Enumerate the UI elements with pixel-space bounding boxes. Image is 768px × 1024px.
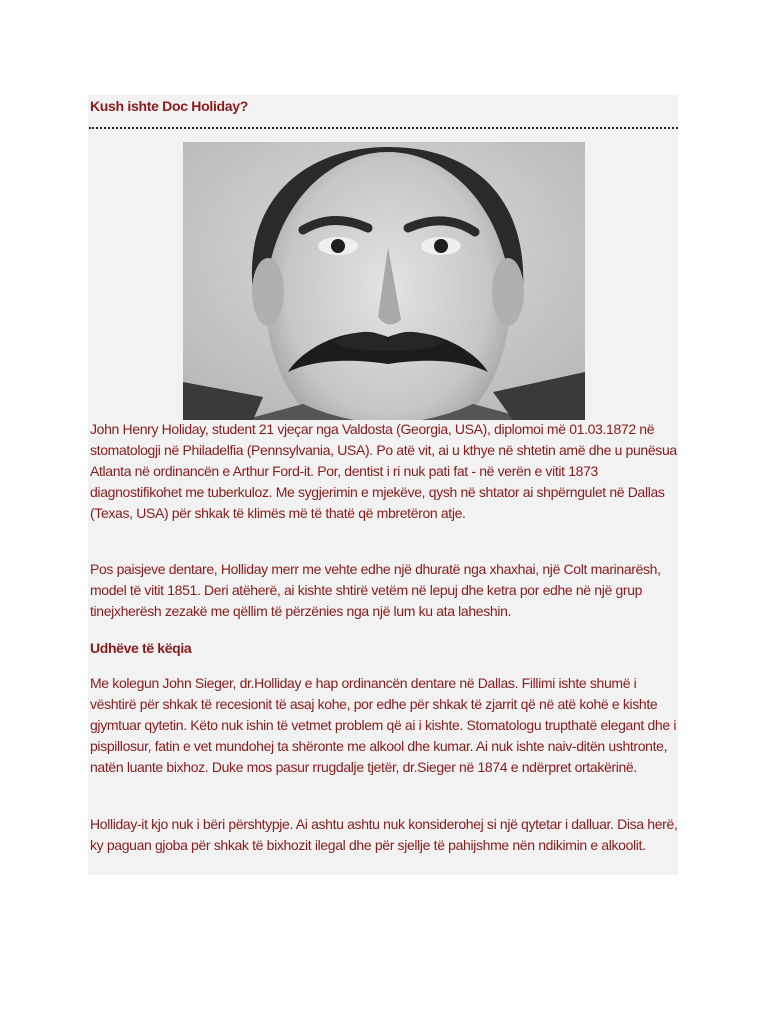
article-paragraph-3: Me kolegun John Sieger, dr.Holliday e hap ordinancën dentare në Dallas. Fillimi ishte shumë i vështirë për shkak të recesionit të asaj kohe, por edhe për shkak të zjarrit që në atë kohë e kishte gjymtuar qytetin. Këto nuk ishin të vetmet problem që ai i kishte. Stomatologu trupthatë elegant dhe i pispillosur, fatin e vet mundohej ta shëronte me alkool dhe kumar. Ai nuk ishte naiv-ditën ushtronte, natën luante bixhoz. Duke mos pasur rrugdalje tjetër, dr.Sieger në 1874 e ndërpret ortakërinë. — [90, 675, 677, 775]
article-title: Kush ishte Doc Holiday? — [90, 98, 249, 114]
article-paragraph-2: Pos paisjeve dentare, Holliday merr me vehte edhe një dhuratë nga xhaxhai, një Colt marinarësh, model të vitit 1851. Deri atëherë, ai kishte shtirë vetëm në lepuj dhe ketra por edhe në një grup tinejxherësh zezakë me qëllim të përzënies nga një lum ku ata laheshin. — [90, 561, 661, 619]
title-divider — [89, 127, 678, 129]
portrait-photo — [183, 142, 585, 420]
article-paragraph-1: John Henry Holiday, student 21 vjeçar nga Valdosta (Georgia, USA), diplomoi më 01.03.1872 në stomatologji në Philadelfia (Pennsylvania, USA). Po atë vit, ai u kthye në shtetin amë dhe u punësua Atlanta në ordinancën e Arthur Ford-it. Por, dentist i ri nuk pati fat - në verën e vitit 1873 diagnostifikohet me tuberkuloz. Me sygjerimin e mjekëve, qysh në shtator ai shpërngulet në Dallas (Texas, USA) për shkak të klimës më të thatë që mbretëron atje. — [90, 421, 677, 521]
article-subheading: Udhëve të këqia — [90, 640, 192, 656]
article-paragraph-4: Holliday-it kjo nuk i bëri përshtypje. Ai ashtu ashtu nuk konsiderohej si një qytetar i dalluar. Disa herë, ky paguan gjoba për shkak të bixhozit ilegal dhe për sjellje të pahijshme nën ndikimin e alkoolit. — [90, 816, 678, 853]
